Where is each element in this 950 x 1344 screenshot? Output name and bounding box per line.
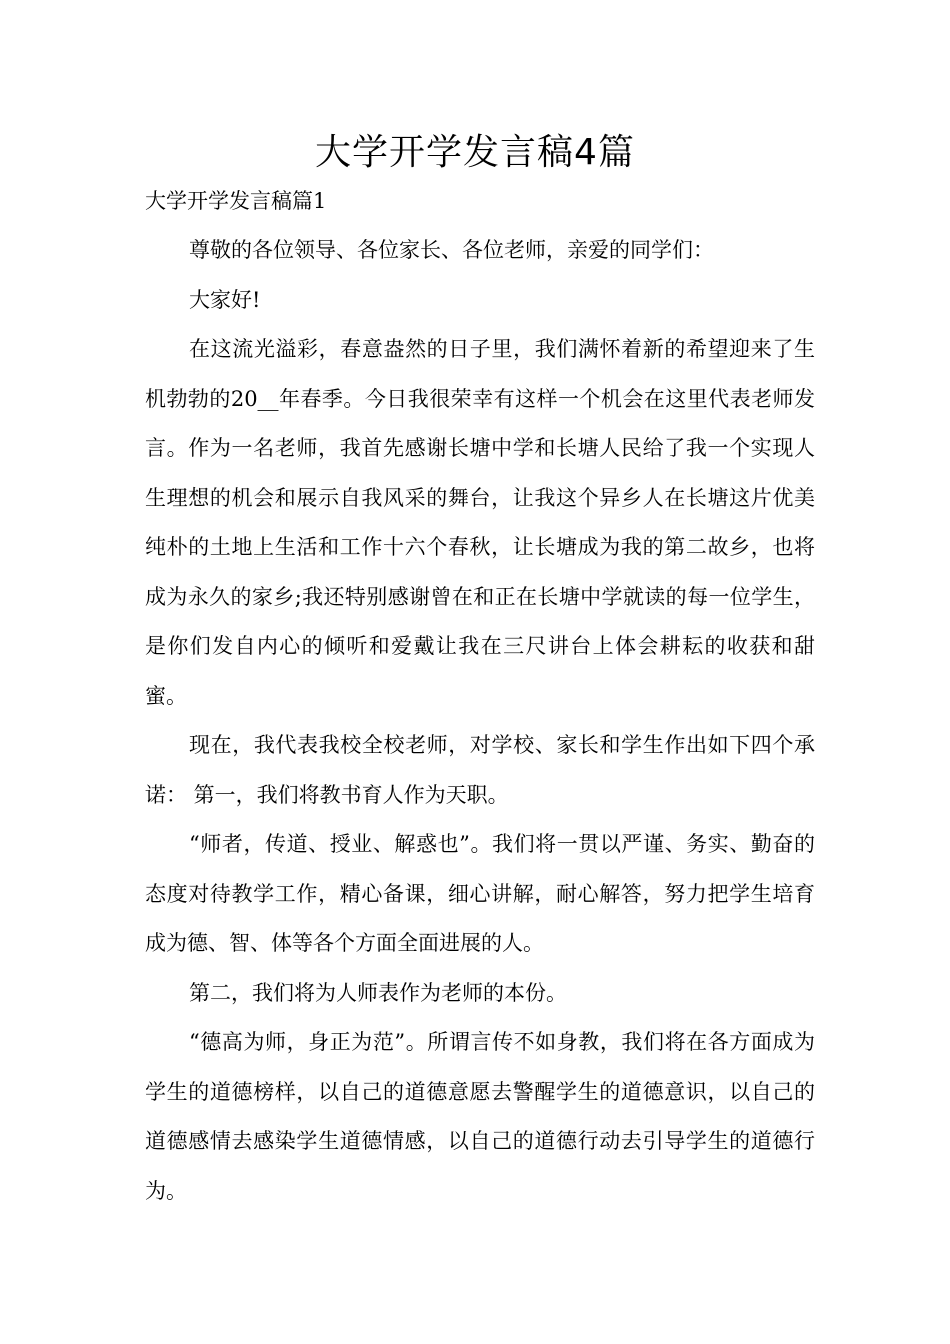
paragraph-promises-intro: 现在，我代表我校全校老师，对学校、家长和学生作出如下四个承诺： 第一，我们将教书育人作为天职。 — [145, 733, 815, 807]
section-heading: 大学开学发言稿篇1 — [145, 189, 327, 213]
paragraph-second-promise: 第二，我们将为人师表作为老师的本份。 — [189, 980, 567, 1005]
paragraph-gratitude: 在这流光溢彩，春意盎然的日子里，我们满怀着新的希望迎来了生机勃勃的20__年春季。今日我很荣幸有这样一个机会在这里代表老师发言。作为一名老师，我首先感谢长塘中学和长塘人民给了我一个实现人生理想的机会和展示自我风采的舞台，让我这个异乡人在长塘这片优美纯朴的土地上生活和工作十六个春秋，让长塘成为我的第二故乡，也将成为永久的家乡;我还特别感谢曾在和正在长塘中学就读的每一位学生，是你们发自内心的倾听和爱戴让我在三尺讲台上体会耕耘的收获和甜蜜。 — [145, 337, 815, 708]
paragraph-greeting: 大家好! — [189, 287, 261, 312]
paragraph-moral-example: “德高为师，身正为范”。所谓言传不如身教，我们将在各方面成为学生的道德榜样，以自己的道德意愿去警醒学生的道德意识，以自己的道德感情去感染学生道德情感，以自己的道德行动去引导学生的道德行为。 — [145, 1030, 815, 1203]
paragraph-teacher-duty: “师者，传道、授业、解惑也”。我们将一贯以严谨、务实、勤奋的态度对待教学工作，精心备课，细心讲解，耐心解答，努力把学生培育成为德、智、体等各个方面全面进展的人。 — [145, 832, 815, 955]
document-title: 大学开学发言稿4篇 — [315, 132, 635, 173]
paragraph-salutation: 尊敬的各位领导、各位家长、各位老师，亲爱的同学们： — [189, 238, 714, 262]
document-body — [145, 226, 815, 1216]
